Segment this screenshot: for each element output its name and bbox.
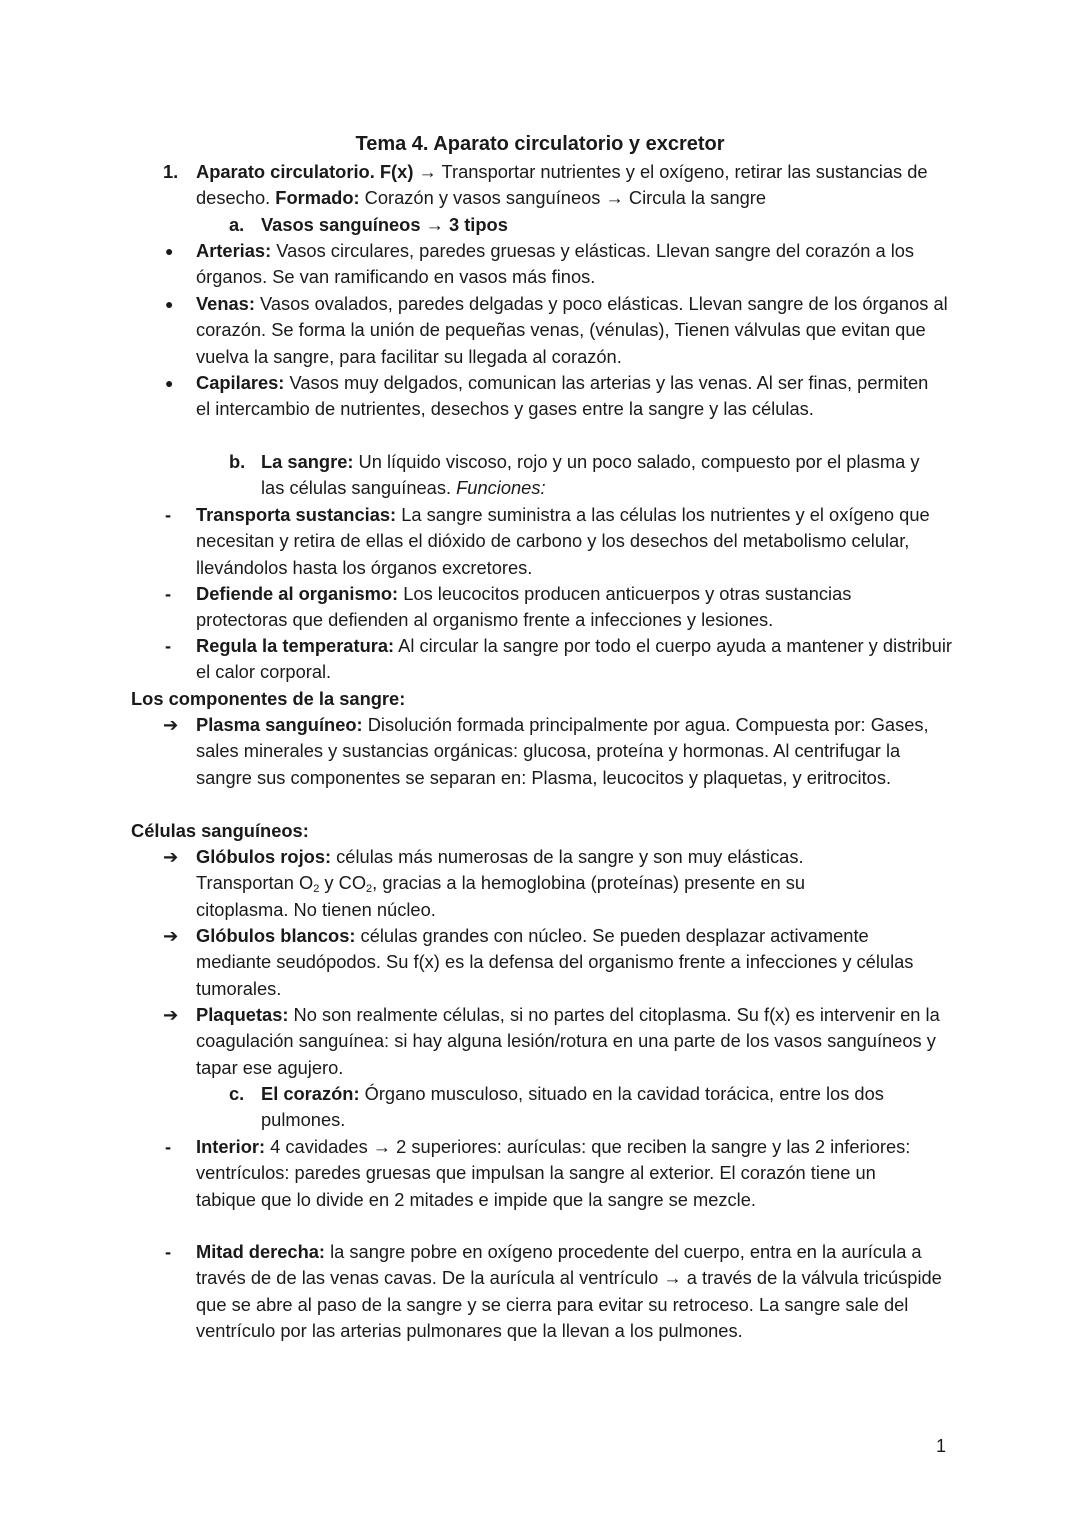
- list-item-mitad-derecha: [196, 1239, 956, 1344]
- subsection-c-text: Órgano musculoso, situado en la cavidad torácica, entre los dos pulmones.: [261, 1083, 884, 1131]
- term-text: Vasos ovalados, paredes delgadas y poco elásticas. Llevan sangre de los órganos al corazón. Se forma la unión de pequeñas venas, (vénulas), Tienen válvulas que evitan que vuelva la sangre, para facilitar su llegada al corazón.: [196, 293, 948, 367]
- list-item-interior: [196, 1134, 911, 1213]
- subsection-b-paragraph: [261, 449, 921, 502]
- celulas-heading: Células sanguíneos:: [131, 820, 309, 841]
- arrow-icon: ➔: [163, 714, 179, 735]
- subsection-c-paragraph: [261, 1081, 951, 1134]
- subsection-a-heading: Vasos sanguíneos → 3 tipos: [261, 214, 508, 235]
- arrow-icon: ➔: [163, 846, 179, 867]
- term-text-2: y CO: [319, 872, 367, 894]
- term-text: Vasos muy delgados, comunican las arterias y las venas. Al ser finas, permiten el intercambio de nutrientes, desechos y gases entre la sangre y las células.: [196, 372, 929, 420]
- term-label: Glóbulos blancos:: [196, 925, 356, 946]
- bullet-icon: ●: [165, 375, 174, 391]
- subsection-c-heading: El corazón:: [261, 1083, 360, 1104]
- subsection-c-letter: c.: [229, 1083, 245, 1104]
- term-label: Transporta sustancias:: [196, 504, 397, 525]
- section-1-heading: Aparato circulatorio.: [196, 161, 375, 182]
- list-item-regula: [196, 633, 956, 686]
- list-item-plasma: [196, 712, 936, 791]
- list-item-venas: [196, 291, 956, 370]
- term-label: Glóbulos rojos:: [196, 846, 332, 867]
- term-text: La sangre suministra a las células los nutrientes y el oxígeno que necesitan y retira de ellas el dióxido de carbono y los desechos del metabolismo celular, llevándolos hasta los órganos excretores.: [196, 504, 930, 578]
- subscript: 2: [366, 883, 373, 896]
- bullet-icon: ●: [165, 296, 174, 312]
- term-label: Plaquetas:: [196, 1004, 289, 1025]
- subsection-b-text: Un líquido viscoso, rojo y un poco salado, compuesto por el plasma y las células sanguíneas.: [261, 451, 920, 499]
- term-text-3: , gracias a la hemoglobina (proteínas) presente en su citoplasma. No tienen núcleo.: [196, 872, 806, 920]
- arrow-icon: ➔: [163, 925, 179, 946]
- componentes-heading: Los componentes de la sangre:: [131, 688, 406, 709]
- list-item-globulos-rojos: [196, 844, 896, 923]
- dash-marker: -: [165, 504, 172, 525]
- term-label: Capilares:: [196, 372, 285, 393]
- arrow-icon: ➔: [163, 1004, 179, 1025]
- bullet-icon: ●: [165, 243, 174, 259]
- term-text: No son realmente células, si no partes del citoplasma. Su f(x) es intervenir en la coagulación sanguínea: si hay alguna lesión/rotura en una parte de los vasos sanguíneos y tapar ese agujero.: [196, 1004, 940, 1078]
- section-1-text-2: Corazón y vasos sanguíneos → Circula la sangre: [359, 187, 767, 209]
- list-item-arterias: [196, 238, 956, 291]
- dash-marker: -: [165, 1241, 172, 1262]
- list-item-transporta: [196, 502, 941, 581]
- term-label: Plasma sanguíneo:: [196, 714, 363, 735]
- term-text: Al circular la sangre por todo el cuerpo ayuda a mantener y distribuir el calor corporal.: [196, 635, 952, 683]
- term-label: Arterias:: [196, 240, 272, 261]
- dash-marker: -: [165, 583, 172, 604]
- list-item-defiende: [196, 581, 941, 634]
- term-label: Interior:: [196, 1136, 266, 1157]
- section-1-text-1: → Transportar nutrientes y el oxígeno, retirar las sustancias de desecho.: [196, 161, 928, 209]
- term-text: Los leucocitos producen anticuerpos y otras sustancias protectoras que defienden al organismo frente a infecciones y lesiones.: [196, 583, 852, 631]
- dash-marker: -: [165, 1136, 172, 1157]
- subsection-a-letter: a.: [229, 214, 245, 235]
- dash-marker: -: [165, 635, 172, 656]
- subsection-b-letter: b.: [229, 451, 246, 472]
- term-label: Mitad derecha:: [196, 1241, 326, 1262]
- funciones-label: Funciones:: [456, 477, 546, 499]
- fx-label: F(x): [379, 161, 414, 182]
- subsection-b-heading: La sangre:: [261, 451, 354, 472]
- term-text: 4 cavidades → 2 superiores: aurículas: que reciben la sangre y las 2 inferiores: ventrículos: paredes gruesas que impulsan la sangre al exterior. El corazón tiene un tabique que lo divide en 2 mitades e impide que la sangre se mezcle.: [196, 1136, 911, 1210]
- section-1-number: 1.: [163, 161, 179, 182]
- section-1-paragraph: [196, 159, 956, 212]
- formado-label: Formado:: [275, 187, 360, 209]
- list-item-capilares: [196, 370, 941, 423]
- term-label: Venas:: [196, 293, 255, 314]
- page-title: Tema 4. Aparato circulatorio y excretor: [355, 133, 725, 155]
- term-label: Defiende al organismo:: [196, 583, 399, 604]
- list-item-globulos-blancos: [196, 923, 941, 1002]
- term-label: Regula la temperatura:: [196, 635, 395, 656]
- page-number: 1: [936, 1436, 947, 1456]
- term-text: células grandes con núcleo. Se pueden desplazar activamente mediante seudópodos. Su f(x) es la defensa del organismo frente a infecciones y células tumorales.: [196, 925, 914, 999]
- term-text: Disolución formada principalmente por agua. Compuesta por: Gases, sales minerales y sustancias orgánicas: glucosa, proteína y hormonas. Al centrifugar la sangre sus componentes se separan en: Plasma, leucocitos y plaquetas, y eritrocitos.: [196, 714, 929, 788]
- list-item-plaquetas: [196, 1002, 941, 1081]
- term-text: la sangre pobre en oxígeno procedente del cuerpo, entra en la aurícula a través de de las venas cavas. De la aurícula al ventrículo → a través de la válvula tricúspide que se abre al paso de la sangre y se cierra para evitar su retroceso. La sangre sale del ventrículo por las arterias pulmonares que la llevan a los pulmones.: [196, 1241, 942, 1341]
- subscript: 2: [313, 883, 320, 896]
- term-text-1: células más numerosas de la sangre y son muy elásticas. Transportan O: [196, 846, 804, 894]
- term-text: Vasos circulares, paredes gruesas y elásticas. Llevan sangre del corazón a los órganos. Se van ramificando en vasos más finos.: [196, 240, 915, 288]
